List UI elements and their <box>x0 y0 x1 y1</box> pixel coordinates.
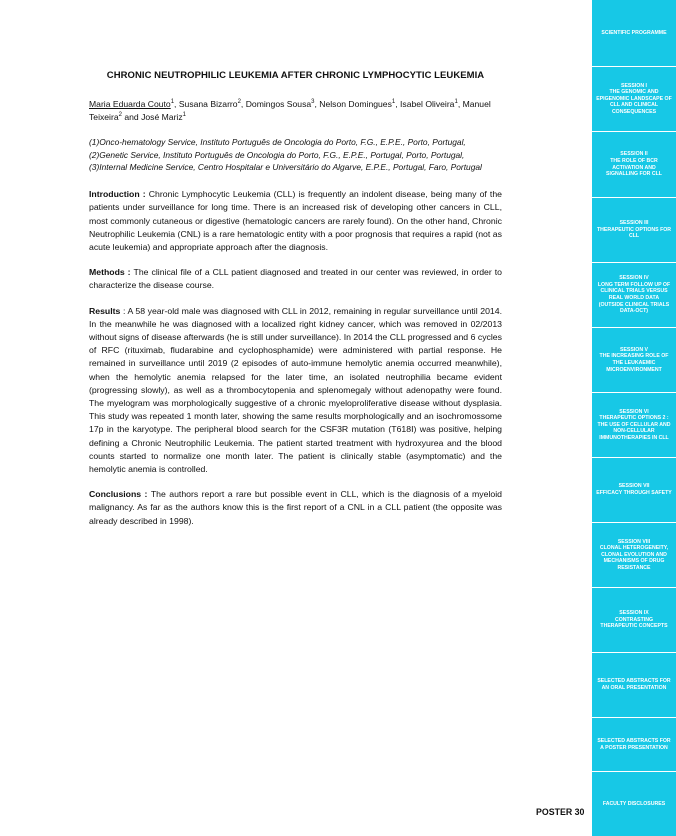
sidebar-item-session-6[interactable]: SESSION VI THERAPEUTIC OPTIONS 2 : THE USE OF CELLULAR AND NON-CELLULAR IMMUNOTHERAPIES IN CLL <box>592 393 676 457</box>
author-affiliation-number: 1 <box>182 112 186 119</box>
author-affiliation-number: 2 <box>118 112 122 119</box>
sidebar-item-session-8[interactable]: SESSION VIII CLONAL HETEROGENEITY, CLONAL EVOLUTION AND MECHANISMS OF DRUG RESISTANCE <box>592 523 676 587</box>
abstract-document <box>89 70 502 540</box>
affiliation-line: (2)Genetic Service, Instituto Português de Oncologia do Porto, F.G., E.P.E., Portugal, Porto, Portugal, <box>89 149 465 160</box>
section-text: Chronic Lymphocytic Leukemia (CLL) is frequently an indolent disease, being many of the patients under surveillance for long time. There is an increased risk of developing other cancers in CLL, most commonly cutaneous or digestive (hematologic cancers are rarely found). On the other hand, Chronic Neutrophilic Leukemia (CNL) is a rare hematologic entity with a poor prognosis that requires a rapid (not as acute leukemia) and appropriate approach after the diagnosis. <box>89 189 502 252</box>
author-name: Susana Bizarro <box>178 99 238 109</box>
section-heading: Methods : <box>89 267 134 278</box>
sidebar-item-poster-abstracts[interactable]: SELECTED ABSTRACTS FOR A POSTER PRESENTATION <box>592 718 676 771</box>
sidebar-item-session-2[interactable]: SESSION II THE ROLE OF BCR ACTIVATION AND SIGNALLING FOR CLL <box>592 132 676 197</box>
session-sidebar <box>592 0 676 836</box>
section-results <box>89 305 502 477</box>
author-name: José Mariz <box>141 112 183 122</box>
author-name: Manuel Teixeira <box>89 99 491 122</box>
affiliation-line: (3)Internal Medicine Service, Centro Hospitalar e Universitário do Algarve, E.P.E., Portugal, Faro, Portugal <box>89 162 482 173</box>
affiliation-line: (1)Onco-hematology Service, Instituto Português de Oncologia do Porto, F.G., E.P.E., Porto, Portugal, <box>89 137 466 147</box>
author-affiliation-number: 1 <box>170 99 175 106</box>
author-name: Isabel Oliveira <box>400 99 455 109</box>
author-name: Maria Eduarda Couto <box>89 99 171 109</box>
affiliations <box>89 136 502 174</box>
section-text: : A 58 year-old male was diagnosed with CLL in 2012, remaining in regular surveillance until 2014. In the meanwhile he was diagnosed with a localized right kidney cancer, which was removed in 02/2013 without signs of disease afterwards (he is still under surveillance). In 2014 the CLL progressed and 6 cycles of RFC (rituximab, fludarabine and cyclophosphamide) were administered with partial response. He remained in surveillance until 2019 (2 episodes of auto-immune hemolytic anemia occurred meanwhile), when the hemolytic anemia relapsed for the later time, an isolated neutrophilia became evident (progressing slowly), as well as a thrombocytopenia and splenomegaly without adenopathy were found. The myelogram was morphologically suggestive of a chronic myeloproliferative disease without dysplasia. This study was repeated 1 month later, showing the same results morphologically and an isochromossome 17p in the karyotype. The peripheral blood search for the CSF3R mutation (T618I) was positive, helping defining a Chronic Neutrophilic Leukemia. The patient started treatment with hydroxyurea and the blood counts started to normalize one month later. The patient is clinically stable (asymptomatic) and the hemolytic anemia is controlled. <box>89 305 502 474</box>
poster-number: POSTER 30 <box>536 807 585 817</box>
author-affiliation-number: 1 <box>391 99 396 106</box>
sidebar-item-oral-abstracts[interactable]: SELECTED ABSTRACTS FOR AN ORAL PRESENTATION <box>592 653 676 717</box>
author-affiliation-number: 1 <box>454 99 458 106</box>
sidebar-item-session-1[interactable]: SESSION I THE GENOMIC AND EPIGENOMIC LANDSCAPE OF CLL AND CLINICAL CONSEQUENCES <box>592 67 676 131</box>
author-name: Domingos Sousa <box>245 99 312 109</box>
section-text: The authors report a rare but possible event in CLL, which is the diagnosis of a myeloid malignancy. As far as the authors know this is the first report of a CNL in a CLL patient (the opposite was already described in 1998). <box>89 489 502 526</box>
section-heading: Results <box>89 305 121 316</box>
sidebar-item-session-4[interactable]: SESSION IV LONG TERM FOLLOW UP OF CLINICAL TRIALS VERSUS REAL WORLD DATA (OUTSIDE CLINICAL TRIALS DATA-OCT) <box>592 263 676 327</box>
section-introduction <box>89 188 502 254</box>
author-list: Maria Eduarda Couto$^1$, Susana Bizarro$^2$, Domingos Sousa$^3$, Nelson Domingues$^1$, Isabel Oliveira$^1$, Manuel Teixeira$^2$ and José Mariz$^1$ <box>89 99 491 122</box>
author-affiliation-number: 3 <box>311 99 315 106</box>
sidebar-item-session-3[interactable]: SESSION III THERAPEUTIC OPTIONS FOR CLL <box>592 198 676 262</box>
section-heading: Introduction : <box>89 189 149 200</box>
sidebar-item-session-7[interactable]: SESSION VII EFFICACY THROUGH SAFETY <box>592 458 676 522</box>
sidebar-item-session-9[interactable]: SESSION IX CONTRASTING THERAPEUTIC CONCEPTS <box>592 588 676 652</box>
section-conclusions <box>89 488 502 528</box>
section-methods <box>89 266 502 292</box>
abstract-title: CHRONIC NEUTROPHILIC LEUKEMIA AFTER CHRONIC LYMPHOCYTIC LEUKEMIA <box>106 70 485 81</box>
sidebar-item-session-5[interactable]: SESSION V THE INCREASING ROLE OF THE LEUKAEMIC MICROENVIRONMENT <box>592 328 676 392</box>
author-name: Nelson Domingues <box>319 99 392 109</box>
section-text: The clinical file of a CLL patient diagnosed and treated in our center was reviewed, in order to characterize the disease course. <box>89 267 502 291</box>
author-affiliation-number: 2 <box>237 99 241 106</box>
sidebar-item-scientific-programme[interactable]: SCIENTIFIC PROGRAMME <box>592 0 676 66</box>
section-heading: Conclusions : <box>89 489 151 500</box>
sidebar-item-faculty-disclosures[interactable]: FACULTY DISCLOSURES <box>592 772 676 836</box>
